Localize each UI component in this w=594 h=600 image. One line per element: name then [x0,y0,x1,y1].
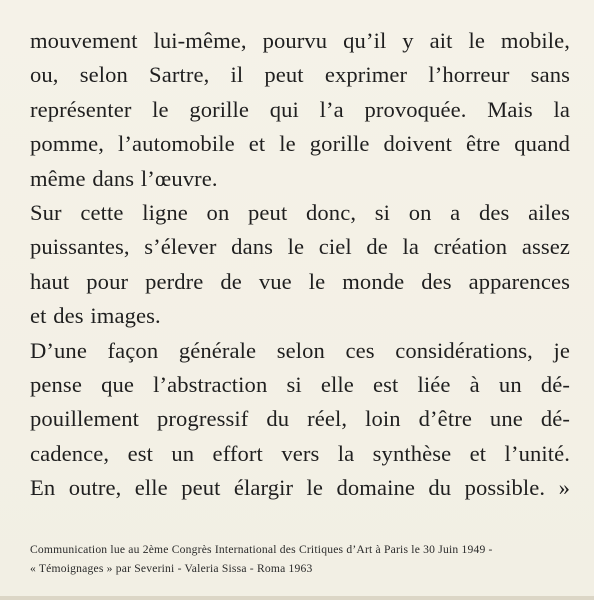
paragraph-2 [30,196,570,334]
text-line: ou, selon Sartre, il peut exprimer l’horreur sans [30,62,570,88]
text-line: et des images. [30,303,161,329]
text-line: D’une façon générale selon ces considérations, je [30,337,570,363]
text-line: cadence, est un effort vers la synthèse et l’unité. [30,440,570,466]
text-line: En outre, elle peut élargir le domaine du possible. » [30,475,570,501]
body-text [30,24,570,505]
text-line: même dans l’œuvre. [30,165,218,191]
text-line: mouvement lui-même, pourvu qu’il y ait le mobile, [30,28,570,53]
text-line: Sur cette ligne on peut donc, si on a des ailes [30,199,570,225]
text-line: représenter le gorille qui l’a provoquée. Mais la [30,96,570,122]
text-line: haut pour perdre de vue le monde des apparences [30,268,570,294]
text-line: pense que l’abstraction si elle est liée à un dé- [30,371,570,397]
source-caption [30,540,580,578]
caption-line-2: « Témoignages » par Severini - Valeria Sissa - Roma 1963 [30,562,313,575]
caption-line-1: Communication lue au 2ème Congrès International des Critiques d’Art à Paris le 30 Juin 1949 - [30,543,493,556]
paragraph-3 [30,334,570,506]
paragraph-1 [30,24,570,196]
text-line: puissantes, s’élever dans le ciel de la création assez [30,234,570,260]
text-line: pomme, l’automobile et le gorille doivent être quand [30,131,570,157]
page-edge [0,596,594,600]
text-line: pouillement progressif du réel, loin d’être une dé- [30,406,570,432]
